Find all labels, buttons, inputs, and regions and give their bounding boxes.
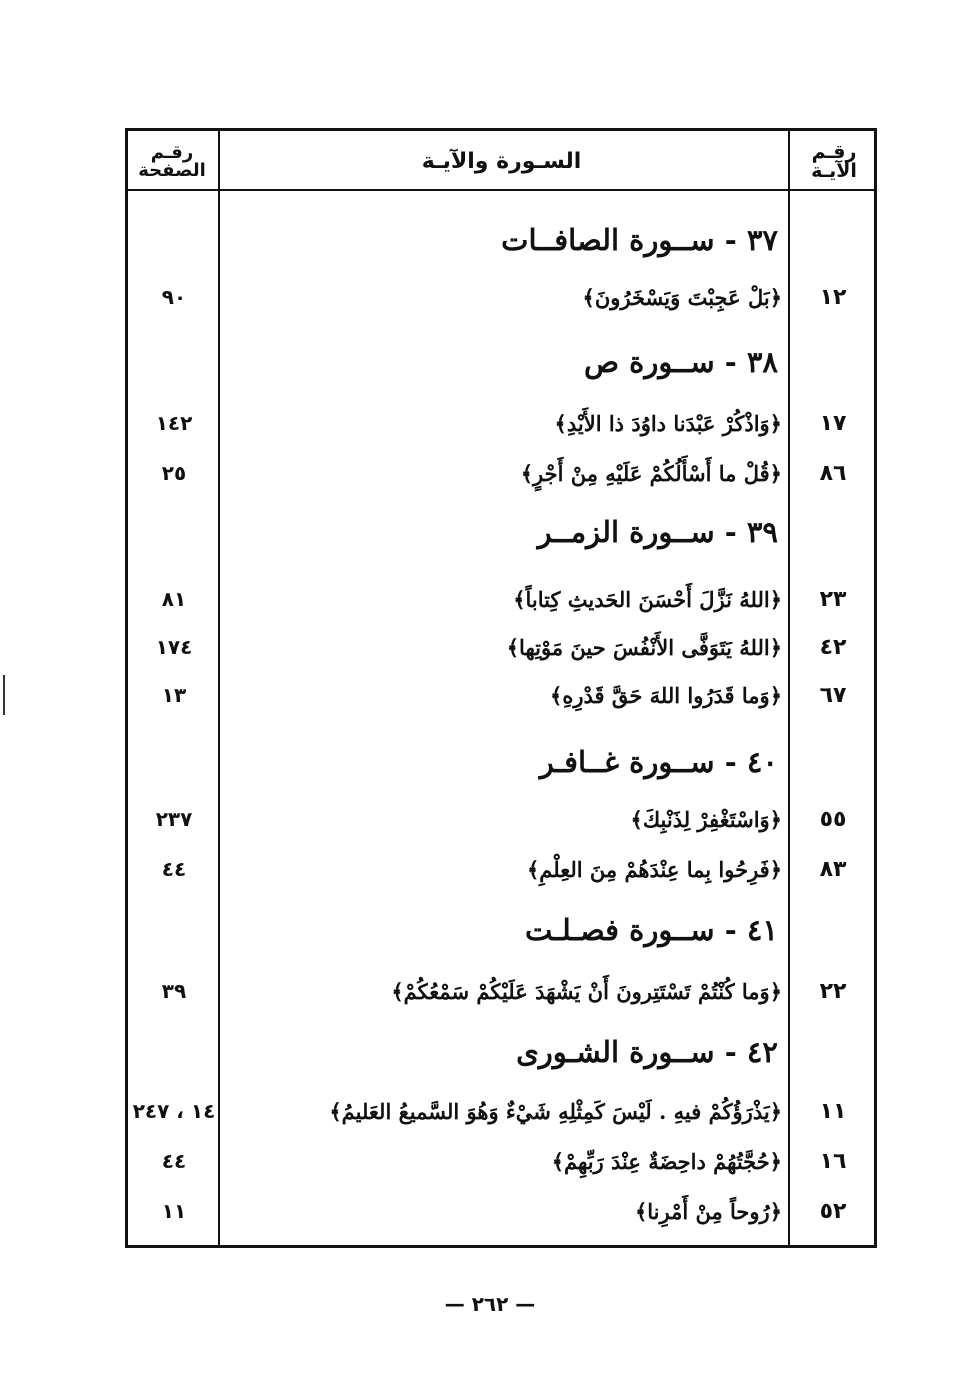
table-row — [128, 451, 874, 495]
surah-heading: ٤٢ - ســورة الشـورى — [516, 1035, 778, 1069]
surah-heading: ٣٩ - ســورة الزمــر — [537, 515, 778, 549]
verse-text: ﴿بَلْ عَجِبْتَ وَيَسْخَرُونَ﴾ — [582, 284, 782, 310]
surah-heading: ٤٠ - ســورة غــافـر — [539, 745, 778, 779]
surah-heading: ٣٨ - ســورة ص — [583, 345, 778, 379]
table-row — [128, 625, 874, 669]
ayah-number: ٨٣ — [819, 856, 847, 882]
table-row — [128, 797, 874, 841]
ayah-number: ٥٥ — [819, 806, 847, 832]
ayah-number: ١١ — [819, 1098, 847, 1124]
ayah-number: ٢٢ — [819, 978, 847, 1004]
page-reference: ١٣ — [161, 683, 187, 707]
ayah-number: ١٧ — [819, 410, 847, 436]
page-reference: ٩٠ — [161, 285, 187, 309]
verse-text: ﴿وَاذْكُرْ عَبْدَنا داوُدَ ذا الأَيْدِ﴾ — [554, 410, 782, 436]
page-reference: ٨١ — [161, 587, 187, 611]
page-reference: ٤٤ — [161, 1149, 187, 1173]
header-surah-and-verse: السـورة والآيـة — [421, 149, 582, 174]
surah-heading: ٣٧ - ســورة الصافــات — [501, 223, 778, 257]
verse-text: ﴿رُوحاً مِنْ أَمْرِنا﴾ — [634, 1198, 782, 1224]
table-row — [128, 1139, 874, 1183]
scan-edge-mark — [3, 675, 5, 715]
ayah-number: ٢٣ — [819, 586, 847, 612]
page-reference: ٣٩ — [161, 979, 187, 1003]
table-row — [128, 969, 874, 1013]
table-row — [128, 1089, 874, 1133]
verse-text: ﴿حُجَّتُهُمْ داحِضَةٌ عِنْدَ رَبِّهِمْ﴾ — [551, 1148, 782, 1174]
verse-text: ﴿وَما كُنْتُمْ تَسْتَتِرونَ أَنْ يَشْهَدَ عَلَيْكُمْ سَمْعُكُمْ﴾ — [391, 978, 782, 1004]
page-reference: ١١ — [161, 1199, 187, 1223]
page-reference: ٢٣٧ — [155, 807, 193, 831]
ayah-number: ٦٧ — [819, 682, 847, 708]
page-reference: ١٤ ، ٢٤٧ — [132, 1099, 216, 1123]
page-reference: ١٧٤ — [155, 635, 193, 659]
ayah-number: ١٦ — [819, 1148, 847, 1174]
page-number: — ٢٦٢ — — [444, 1292, 536, 1316]
table-row — [128, 1189, 874, 1233]
table-row — [128, 401, 874, 445]
header-page-number: رقـم الصفحة — [138, 142, 206, 181]
page-reference: ٢٥ — [161, 461, 187, 485]
verse-text: ﴿وَاسْتَغْفِرْ لِذَنْبِكَ﴾ — [630, 806, 782, 832]
table-row — [128, 275, 874, 319]
verse-text: ﴿فَرِحُوا بِما عِنْدَهُمْ مِنَ العِلْمِ﴾ — [527, 856, 782, 882]
verse-text: ﴿اللهُ نَزَّلَ أَحْسَنَ الحَديثِ كِتاباً﴾ — [513, 586, 782, 612]
verse-text: ﴿يَذْرَؤُكُمْ فيهِ . لَيْسَ كَمِثْلِهِ شَيْءٌ وَهُوَ السَّميعُ العَليمُ﴾ — [329, 1098, 782, 1124]
header-divider — [128, 189, 874, 191]
surah-heading: ٤١ - ســورة فصـلـت — [524, 913, 778, 947]
table-row — [128, 847, 874, 891]
table-row — [128, 673, 874, 717]
table-row — [128, 577, 874, 621]
ayah-number: ٥٢ — [819, 1198, 847, 1224]
page-reference: ١٤٢ — [155, 411, 193, 435]
header-ayah-number: رقـم الآيـة — [811, 141, 857, 182]
verse-text: ﴿وَما قَدَرُوا اللهَ حَقَّ قَدْرِهِ﴾ — [550, 682, 782, 708]
index-table — [125, 128, 877, 1248]
ayah-number: ٨٦ — [819, 460, 847, 486]
page-reference: ٤٤ — [161, 857, 187, 881]
ayah-number: ٤٢ — [819, 634, 847, 660]
verse-text: ﴿قُلْ ما أَسْأَلُكُمْ عَلَيْهِ مِنْ أَجْرٍ﴾ — [520, 460, 782, 486]
ayah-number: ١٢ — [819, 284, 847, 310]
verse-text: ﴿اللهُ يَتَوَفَّى الأَنْفُسَ حينَ مَوْتِها﴾ — [506, 634, 782, 660]
